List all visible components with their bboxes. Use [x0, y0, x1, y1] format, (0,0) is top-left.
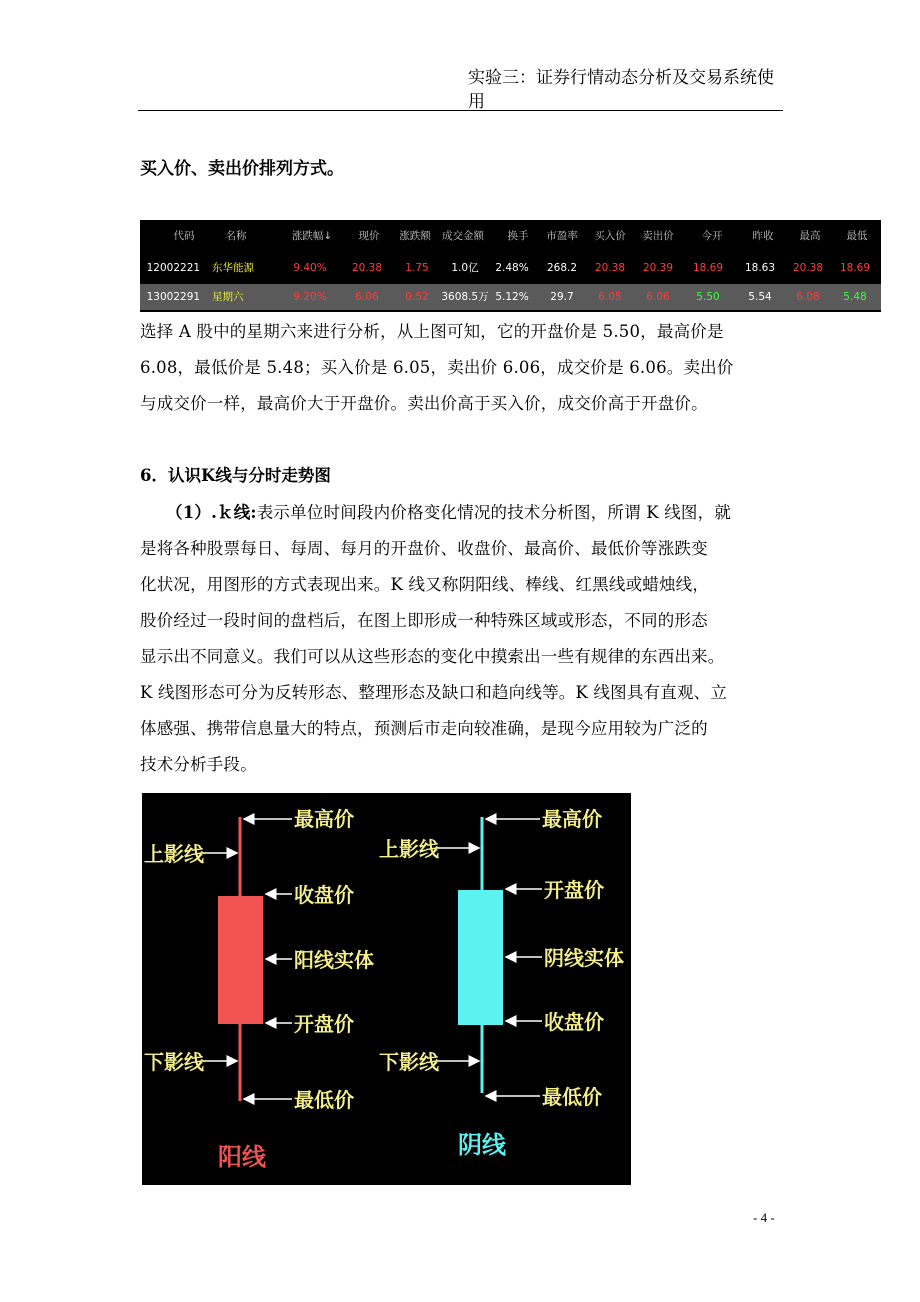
quote-header-cell[interactable]: 今开 — [701, 230, 723, 242]
yang-close-label: 收盘价 — [294, 883, 354, 907]
yin-low-label: 最低价 — [542, 1085, 602, 1109]
yang-low-label: 最低价 — [294, 1088, 354, 1112]
quote-cell-bid: 20.38 — [594, 262, 626, 274]
page-number: - 4 - — [753, 1210, 775, 1225]
yang-body-label: 阳线实体 — [294, 948, 374, 972]
kline-line: 表示单位时间段内价格变化情况的技术分析图，所谓 K 线图，就 — [256, 503, 732, 522]
header-divider — [138, 110, 783, 111]
kline-line: 技术分析手段。 — [140, 755, 257, 774]
quote-header-cell[interactable]: 涨跌幅↓ — [291, 230, 333, 242]
candlestick-diagram — [142, 793, 631, 1185]
quote-cell-ask: 20.39 — [642, 262, 674, 274]
quote-cell-high: 6.08 — [796, 291, 820, 303]
quote-table — [140, 220, 881, 312]
quote-cell-turnover: 2.48% — [495, 262, 529, 274]
quote-index: 12 — [146, 262, 160, 274]
kline-line: 显示出不同意义。我们可以从这些形态的变化中摸索出一些有规律的东西出来。 — [140, 647, 725, 666]
quote-header-cell[interactable]: 市盈率 — [546, 230, 578, 242]
yin-high-label: 最高价 — [542, 807, 602, 831]
quote-header-cell[interactable]: 换手 — [507, 230, 529, 242]
quote-cell-low: 18.69 — [839, 262, 871, 274]
kline-line: 体感强、携带信息量大的特点，预测后市走向较准确，是现今应用较为广泛的 — [140, 719, 708, 738]
quote-cell-turnover: 5.12% — [495, 291, 529, 303]
yang-upper-shadow-label: 上影线 — [144, 842, 204, 866]
analysis-paragraph — [140, 314, 780, 422]
header-title — [468, 66, 788, 114]
quote-header-cell[interactable]: 代码 — [173, 230, 195, 242]
quote-cell-high: 20.38 — [792, 262, 824, 274]
yin-lower-shadow-label: 下影线 — [379, 1050, 439, 1074]
candlestick-svg — [142, 793, 631, 1185]
quote-header-cell[interactable]: 成交金额 — [442, 230, 484, 242]
quote-cell-change: 1.75 — [405, 262, 429, 274]
kline-line: 是将各种股票每日、每周、每月的开盘价、收盘价、最高价、最低价等涨跌变 — [140, 539, 708, 558]
analysis-line: 与成交价一样，最高价大于开盘价。卖出价高于买入价，成交价高于开盘价。 — [140, 394, 708, 413]
quote-row-selected — [140, 284, 881, 310]
quote-cell-change-pct: 9.40% — [293, 262, 327, 274]
quote-cell-change: 0.52 — [405, 291, 429, 303]
quote-name: 星期六 — [212, 291, 244, 303]
kline-paragraph — [140, 495, 780, 783]
quote-header-cell[interactable]: 卖出价 — [642, 230, 674, 242]
quote-header-row — [140, 224, 881, 248]
quote-cell-prev-close: 18.63 — [744, 262, 776, 274]
quote-header-cell[interactable]: 最低 — [846, 230, 868, 242]
quote-cell-amount: 3608.5万 — [441, 291, 489, 303]
quote-code: 002221 — [160, 262, 201, 274]
kline-line-first — [140, 495, 780, 531]
kline-line: 化状况，用图形的方式表现出来。K 线又称阴阳线、棒线、红黑线或蜡烛线， — [140, 575, 710, 594]
quote-cell-bid: 6.05 — [598, 291, 622, 303]
quote-cell-price: 20.38 — [351, 262, 383, 274]
quote-header-cell[interactable]: 最高 — [799, 230, 821, 242]
yin-close-label: 收盘价 — [544, 1010, 604, 1034]
quote-cell-amount: 1.0亿 — [451, 262, 479, 274]
section-title-text: 6．认识K线与分时走势图 — [140, 466, 331, 485]
intro-heading: 买入价、卖出价排列方式。 — [140, 159, 344, 179]
kline-lead: （1）.ｋ线: — [166, 503, 257, 522]
quote-cell-low: 5.48 — [843, 291, 867, 303]
quote-header-cell[interactable]: 买入价 — [594, 230, 626, 242]
quote-code: 002291 — [160, 291, 201, 303]
header-title-line1: 实验三：证券行情动态分析及交易系统使 — [468, 68, 774, 88]
yang-lower-shadow-label: 下影线 — [144, 1050, 204, 1074]
yang-open-label: 开盘价 — [294, 1012, 354, 1036]
quote-cell-ask: 6.06 — [646, 291, 670, 303]
quote-cell-change-pct: 9.20% — [293, 291, 327, 303]
quote-header-cell[interactable]: 昨收 — [752, 230, 774, 242]
yang-body — [218, 896, 263, 1024]
yin-title: 阴线 — [458, 1131, 506, 1159]
kline-line: 股价经过一段时间的盘档后，在图上即形成一种特殊区域或形态，不同的形态 — [140, 611, 708, 630]
quote-cell-pe: 268.2 — [546, 262, 578, 274]
yang-high-label: 最高价 — [294, 807, 354, 831]
analysis-line: 6.08，最低价是 5.48；买入价是 6.05，卖出价 6.06，成交价是 6.06。卖出价 — [140, 358, 734, 377]
header-title-line2: 用 — [468, 92, 485, 112]
yin-body-label: 阴线实体 — [544, 946, 624, 970]
quote-header-cell[interactable]: 名称 — [225, 230, 247, 242]
yin-upper-shadow-label: 上影线 — [379, 837, 439, 861]
yin-body — [458, 890, 503, 1025]
analysis-line: 选择 A 股中的星期六来进行分析，从上图可知，它的开盘价是 5.50，最高价是 — [140, 322, 724, 341]
kline-line: K 线图形态可分为反转形态、整理形态及缺口和趋向线等。K 线图具有直观、立 — [140, 683, 728, 702]
quote-cell-open: 5.50 — [696, 291, 720, 303]
quote-cell-price: 6.06 — [355, 291, 379, 303]
quote-cell-prev-close: 5.54 — [748, 291, 772, 303]
yang-title: 阳线 — [218, 1143, 266, 1171]
quote-header-cell[interactable]: 现价 — [358, 230, 380, 242]
section-title — [140, 462, 331, 486]
quote-row — [140, 256, 881, 280]
quote-cell-pe: 29.7 — [550, 291, 574, 303]
quote-name: 东华能源 — [212, 262, 254, 274]
yin-open-label: 开盘价 — [544, 878, 604, 902]
quote-index: 13 — [146, 291, 160, 303]
quote-header-cell[interactable]: 涨跌额 — [399, 230, 431, 242]
quote-cell-open: 18.69 — [692, 262, 724, 274]
